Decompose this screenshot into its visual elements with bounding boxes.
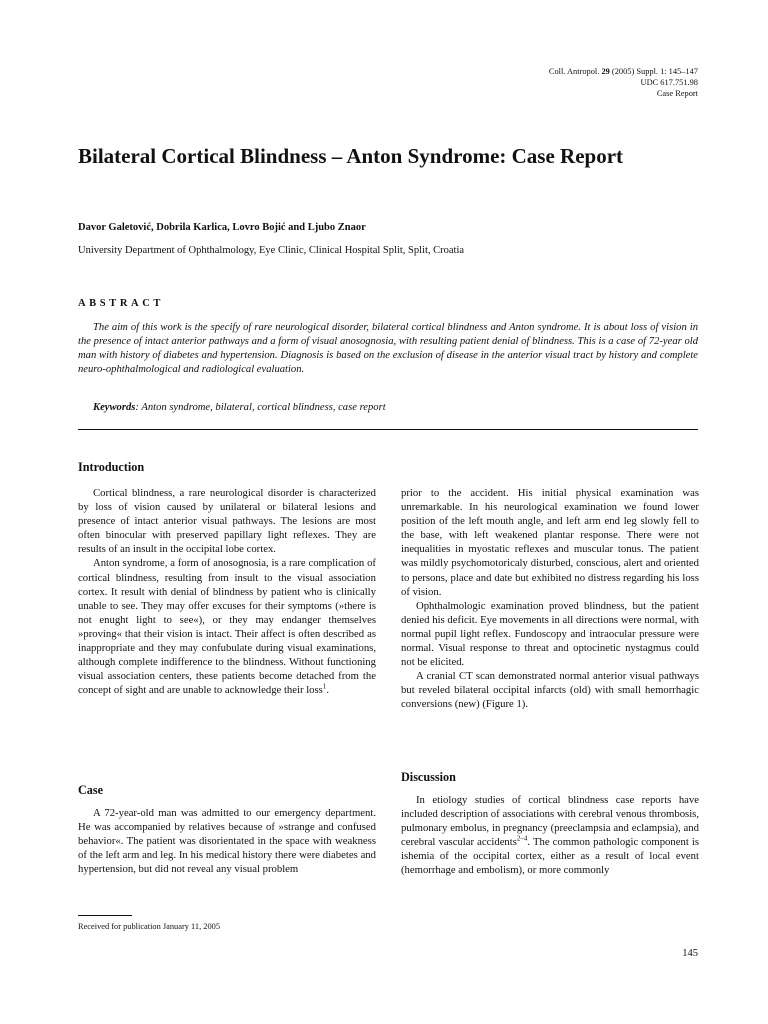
discussion-paragraph-1: In etiology studies of cortical blindness case reports have included description of associations with cerebral venous thrombosis, pulmonary embolus, in pregnancy (preeclampsia and eclampsia), and cerebral vascular accidents$^{2-4}$. The common pathologic component is ishemia of the occipital cortex, either as a result of local event (hemorrhage and embolism), or more commonly (401, 794, 699, 877)
page-number: 145 (682, 948, 698, 959)
footnote: Received for publication January 11, 2005 (78, 922, 221, 931)
header-meta (549, 66, 698, 99)
article-type: Case Report (656, 89, 698, 98)
article-title: Bilateral Cortical Blindness – Anton Syndrome: Case Report (78, 144, 624, 168)
case-body-left (78, 806, 376, 876)
reference-marker: 1 (322, 682, 327, 691)
discussion-body (401, 793, 699, 878)
keywords-label: Keywords (93, 402, 136, 413)
udc-line: UDC 617.751.98 (640, 78, 698, 87)
intro-paragraph-1: Cortical blindness, a rare neurological disorder is characterized by loss of vision caused by unilateral or bilateral lesions and presence of intact anterior visual pathways. The lesions are most often binocular with preserved papillary light reflexes. They are results of an insult in the occipital lobe cortex. (78, 487, 376, 556)
authors: Davor Galetović, Dobrila Karlica, Lovro Bojić and Ljubo Znaor (78, 222, 366, 233)
footnote-divider (78, 915, 132, 916)
case-paragraph-1: A 72-year-old man was admitted to our emergency department. He was accompanied by relatives because of »strange and confused behavior«. The patient was disorientated in the space with weakness of the left arm and leg. In his medical history there were diabetes and hypertension, but did not reveal any visual problem (78, 807, 376, 876)
discussion-heading: Discussion (401, 770, 456, 784)
citation-line: Coll. Antropol. 29 (2005) Suppl. 1: 145–147 (548, 67, 698, 76)
reference-marker: 2–4 (516, 834, 528, 843)
case-paragraph-3: A cranial CT scan demonstrated normal anterior visual pathways but reveled bilateral occipital infarcts (old) with small hemorrhagic conversions (new) (Figure 1). (401, 670, 699, 711)
case-heading: Case (78, 783, 104, 797)
introduction-heading: Introduction (78, 460, 145, 474)
abstract-text: The aim of this work is the specify of rare neurological disorder, bilateral cortical blindness and Anton syndrome. It is about loss of vision in the presence of intact anterior pathways and a form of visual anosognosia, with resulting patient denial of blindness. This is a case of 72-year old man with history of diabetes and hypertension. Diagnosis is based on the exclusion of disease in the anterior visual tract by history and complete neuro-ophthalmological and radiological evaluation. (78, 322, 698, 376)
case-paragraph-1-continued: prior to the accident. His initial physical examination was unremarkable. In his neurological examination we found lower position of the left mouth angle, and left arm end leg slowly fell to the base, with left weakened plantar response. There were not inequalities in myostatic reflexes and muscular tonus. The patient was mildly psychomotoricaly disturbed, conscious, alert and oriented to persons, place and date but exhibited no distress regarding his loss of vision. (401, 487, 699, 598)
case-body-right (401, 486, 699, 712)
keywords (93, 402, 698, 413)
keywords-list: : Anton syndrome, bilateral, cortical blindness, case report (135, 402, 386, 413)
case-paragraph-2: Ophthalmologic examination proved blindness, but the patient denied his deficit. Eye movements in all directions were normal, with normal pupil light reflex. Fundoscopy and intraocular pressure were normal. Visual response to threat and optocinetic nystagmus could not be elicited. (401, 599, 699, 669)
affiliation: University Department of Ophthalmology, Eye Clinic, Clinical Hospital Split, Split, Croatia (78, 245, 465, 256)
introduction-body (78, 486, 376, 697)
abstract-divider (78, 429, 698, 430)
intro-paragraph-2: Anton syndrome, a form of anosognosia, is a rare complication of cortical blindness, resulting from insult to the visual association cortex. It result with denial of blindness by patient who is clinically unable to see. They may offer excuses for their symptoms (»there is not enught light to see«), or they may endanger themselves »proving« that their vision is intact. Their affect is often described as inappropriate and they may confubulate during visual examinations, although complete indifference to the blindness. Without functioning visual association centers, these patients become detached from the concept of sight and are unable to acknowledge their loss$^1$. (78, 557, 376, 697)
abstract-heading: ABSTRACT (78, 298, 164, 309)
